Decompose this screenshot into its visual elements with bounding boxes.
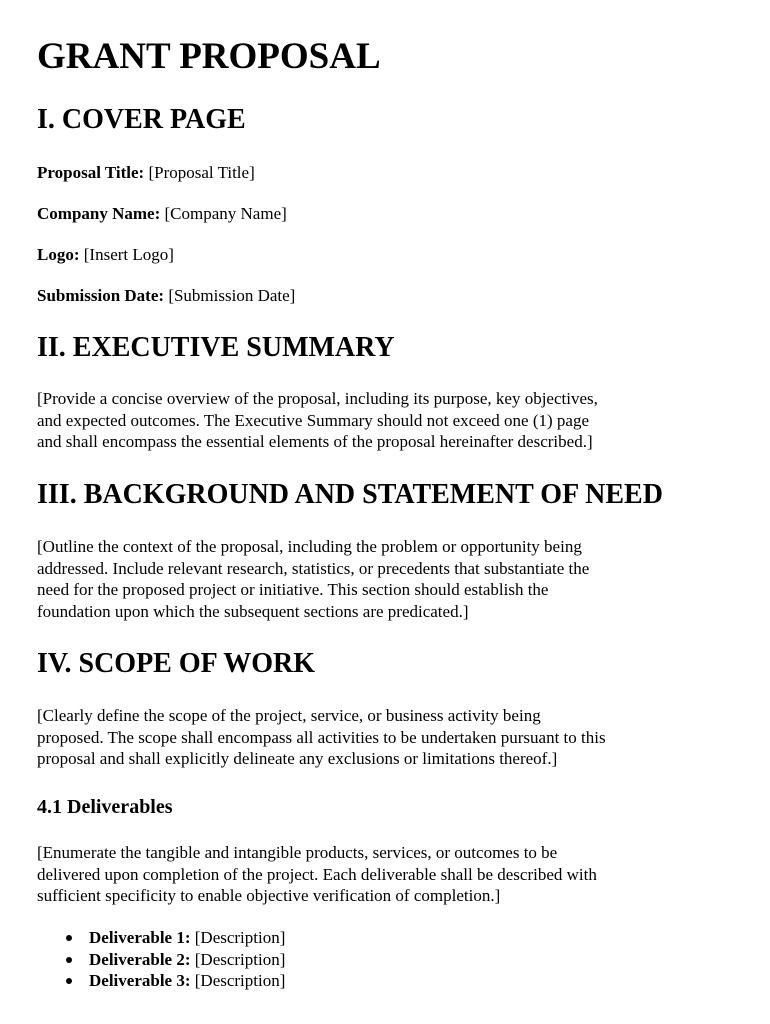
deliverable-value: [Description] bbox=[194, 928, 286, 947]
list-item bbox=[37, 927, 285, 949]
paragraph-line: and expected outcomes. The Executive Summary should not exceed one (1) page bbox=[37, 410, 590, 430]
paragraph-line: [Outline the context of the proposal, including the problem or opportunity being bbox=[37, 537, 582, 556]
paragraph-line: addressed. Include relevant research, statistics, or precedents that substantiate the bbox=[37, 558, 590, 578]
deliverable-value: [Description] bbox=[194, 949, 286, 969]
field-value: [Submission Date] bbox=[168, 286, 296, 305]
field-value: [Insert Logo] bbox=[83, 245, 174, 264]
executive-summary-paragraph bbox=[37, 388, 737, 453]
field-value: [Proposal Title] bbox=[148, 163, 255, 182]
bullet-icon bbox=[66, 935, 72, 941]
paragraph-line: [Clearly define the scope of the project, service, or business activity being bbox=[37, 706, 541, 725]
field-value: [Company Name] bbox=[164, 204, 287, 223]
paragraph-line: proposed. The scope shall encompass all activities to be undertaken pursuant to this bbox=[37, 727, 606, 747]
bullet-icon bbox=[66, 957, 72, 963]
document-title: GRANT PROPOSAL bbox=[37, 36, 381, 77]
paragraph-line: sufficient specificity to enable objective verification of completion.] bbox=[37, 886, 501, 906]
cover-field-logo bbox=[37, 244, 174, 265]
paragraph-line: and shall encompass the essential elements of the proposal hereinafter described.] bbox=[37, 432, 593, 452]
section-heading-executive-summary: II. EXECUTIVE SUMMARY bbox=[37, 332, 395, 363]
bullet-icon bbox=[66, 978, 72, 984]
section-heading-scope-of-work: IV. SCOPE OF WORK bbox=[37, 648, 315, 679]
paragraph-line: need for the proposed project or initiative. This section should establish the bbox=[37, 580, 549, 600]
list-item bbox=[37, 949, 285, 971]
deliverable-label: Deliverable 2: bbox=[89, 949, 191, 969]
paragraph-line: delivered upon completion of the project. Each deliverable shall be described with bbox=[37, 864, 597, 884]
background-paragraph bbox=[37, 536, 737, 622]
deliverable-value: [Description] bbox=[194, 971, 286, 991]
field-label: Logo: bbox=[37, 245, 80, 264]
paragraph-line: [Enumerate the tangible and intangible products, services, or outcomes to be bbox=[37, 843, 558, 862]
field-label: Company Name: bbox=[37, 204, 161, 223]
deliverable-label: Deliverable 3: bbox=[89, 971, 191, 991]
deliverable-label: Deliverable 1: bbox=[89, 928, 191, 947]
paragraph-line: [Provide a concise overview of the proposal, including its purpose, key objectives, bbox=[37, 389, 598, 408]
field-label: Submission Date: bbox=[37, 286, 165, 305]
subsection-heading-deliverables: 4.1 Deliverables bbox=[37, 796, 173, 818]
cover-field-submission-date bbox=[37, 285, 295, 306]
section-heading-cover-page: I. COVER PAGE bbox=[37, 104, 246, 135]
list-item bbox=[37, 970, 285, 992]
cover-field-company-name bbox=[37, 203, 287, 224]
field-label: Proposal Title: bbox=[37, 163, 145, 182]
cover-field-proposal-title bbox=[37, 162, 255, 183]
section-heading-background: III. BACKGROUND AND STATEMENT OF NEED bbox=[37, 479, 663, 510]
paragraph-line: proposal and shall explicitly delineate any exclusions or limitations thereof.] bbox=[37, 749, 558, 769]
scope-of-work-paragraph bbox=[37, 705, 737, 770]
deliverables-paragraph bbox=[37, 842, 737, 907]
deliverables-list bbox=[37, 927, 285, 992]
paragraph-line: foundation upon which the subsequent sections are predicated.] bbox=[37, 601, 469, 621]
